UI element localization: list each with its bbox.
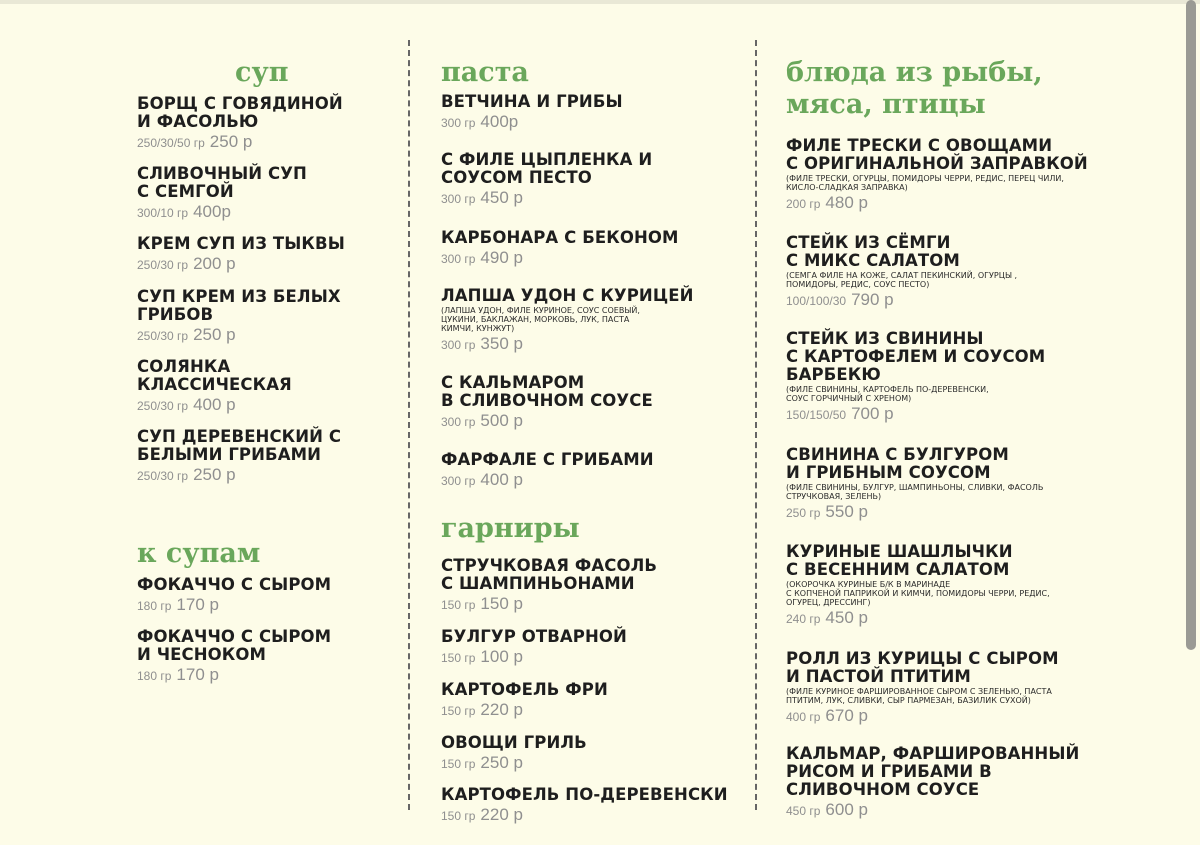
dish-name: СТРУЧКОВАЯ ФАСОЛЬ С ШАМПИНЬОНАМИ (441, 556, 658, 593)
dish-name: ФОКАЧЧО С СЫРОМ И ЧЕСНОКОМ (137, 627, 332, 664)
dish-portion: 300 гр (441, 252, 476, 266)
dish-price: 550 р (825, 502, 868, 521)
dish-price: 490 р (480, 248, 523, 267)
menu-item (786, 745, 1116, 820)
price-line (441, 700, 741, 720)
dish-portion: 250/30 гр (137, 399, 189, 413)
menu-item (786, 330, 1116, 424)
menu-item (137, 576, 387, 615)
dish-name: СУП ДЕРЕВЕНСКИЙ С БЕЛЫМИ ГРИБАМИ (137, 427, 342, 464)
dish-name: КАРБОНАРА С БЕКОНОМ (441, 228, 679, 247)
price-line (786, 193, 1116, 213)
dish-portion: 200 гр (786, 197, 821, 211)
dish-portion: 250/30/50 гр (137, 136, 205, 150)
price-line (786, 290, 1116, 310)
dish-description: (ЛАПША УДОН, ФИЛЕ КУРИНОЕ, СОУС СОЕВЫЙ, ЦУКИНИ, БАКЛАЖАН, МОРКОВЬ, ЛУК, ПАСТА КИМЧИ, КУНЖУТ) (441, 306, 640, 333)
dish-portion: 300 гр (441, 474, 476, 488)
section-title-main: блюда из рыбы, мяса, птицы (786, 57, 1043, 120)
scrollbar[interactable] (1186, 0, 1196, 650)
dish-price: 790 р (851, 290, 894, 309)
dish-price: 220 р (480, 805, 523, 824)
price-line (441, 805, 741, 825)
dish-price: 200 р (193, 254, 236, 273)
dish-name: ОВОЩИ ГРИЛЬ (441, 733, 587, 752)
menu-item (786, 137, 1116, 213)
dish-portion: 300 гр (441, 415, 476, 429)
menu-item (786, 234, 1116, 310)
menu-item (786, 446, 1116, 522)
dish-price: 250 р (480, 753, 523, 772)
dish-portion: 250/30 гр (137, 258, 189, 272)
menu-item (441, 786, 741, 825)
dish-price: 400р (480, 112, 519, 131)
menu-item (441, 287, 741, 354)
price-line (441, 112, 741, 132)
menu-item (441, 151, 741, 208)
dish-price: 450 р (825, 608, 868, 627)
dish-price: 150 р (480, 594, 523, 613)
dish-price: 670 р (825, 706, 868, 725)
dish-name: СЛИВОЧНЫЙ СУП С СЕМГОЙ (137, 164, 307, 201)
dish-price: 480 р (825, 193, 868, 212)
price-line (137, 395, 387, 415)
dish-portion: 150 гр (441, 651, 476, 665)
dish-portion: 300/10 гр (137, 206, 189, 220)
dish-description: (ФИЛЕ КУРИНОЕ ФАРШИРОВАННОЕ СЫРОМ С ЗЕЛЕНЬЮ, ПАСТА ПТИТИМ, ЛУК, СЛИВКИ, СЫР ПАРМЕЗАН, БАЗИЛИК СУХОЙ) (786, 687, 1052, 705)
dish-price: 400р (193, 202, 231, 221)
price-line (441, 411, 741, 431)
dish-name: БУЛГУР ОТВАРНОЙ (441, 627, 627, 646)
dish-price: 100 р (480, 647, 523, 666)
dish-description: (ФИЛЕ СВИНИНЫ, КАРТОФЕЛЬ ПО-ДЕРЕВЕНСКИ, СОУС ГОРЧИЧНЫЙ С ХРЕНОМ) (786, 385, 989, 403)
dish-name: ЛАПША УДОН С КУРИЦЕЙ (441, 286, 694, 305)
dish-price: 250 р (193, 325, 236, 344)
section-title-soup: суп (235, 57, 289, 88)
dish-price: 700 р (851, 404, 894, 423)
section-title-sides: гарниры (441, 513, 580, 544)
dish-price: 350 р (480, 334, 523, 353)
price-line (137, 132, 387, 152)
dish-portion: 180 гр (137, 669, 172, 683)
price-line (137, 665, 387, 685)
dish-portion: 250 гр (786, 506, 821, 520)
menu-item (441, 93, 741, 132)
page-top-edge (0, 0, 1200, 4)
dish-portion: 180 гр (137, 599, 172, 613)
dish-name: КУРИНЫЕ ШАШЛЫЧКИ С ВЕСЕННИМ САЛАТОМ (786, 542, 1013, 579)
dish-name: ВЕТЧИНА И ГРИБЫ (441, 92, 623, 111)
dish-price: 220 р (480, 700, 523, 719)
dish-price: 600 р (825, 800, 868, 819)
dish-portion: 300 гр (441, 338, 476, 352)
dish-name: ФАРФАЛЕ С ГРИБАМИ (441, 450, 654, 469)
menu-item (137, 628, 387, 685)
menu-item (137, 235, 387, 274)
dish-name: СВИНИНА С БУЛГУРОМ И ГРИБНЫМ СОУСОМ (786, 445, 1009, 482)
dish-name: СОЛЯНКА КЛАССИЧЕСКАЯ (137, 357, 292, 394)
dish-price: 250 р (209, 132, 253, 151)
menu-item (137, 165, 387, 222)
dish-name: СУП КРЕМ ИЗ БЕЛЫХ ГРИБОВ (137, 287, 341, 324)
dish-portion: 300 гр (441, 116, 476, 130)
price-line (441, 470, 741, 490)
dish-price: 170 р (176, 665, 219, 684)
dish-name: СТЕЙК ИЗ СЁМГИ С МИКС САЛАТОМ (786, 233, 960, 270)
column-divider (408, 40, 410, 810)
dish-name: КАЛЬМАР, ФАРШИРОВАННЫЙ РИСОМ И ГРИБАМИ В СЛИВОЧНОМ СОУСЕ (786, 744, 1080, 799)
section-title-soup-extras: к супам (137, 538, 261, 569)
menu-item (137, 288, 387, 345)
price-line (137, 254, 387, 274)
dish-description: (ОКОРОЧКА КУРИНЫЕ Б/К В МАРИНАДЕ С КОПЧЕНОЙ ПАПРИКОЙ И КИМЧИ, ПОМИДОРЫ ЧЕРРИ, РЕДИС, ОГУРЕЦ, ДРЕССИНГ) (786, 580, 1050, 607)
menu-item (786, 650, 1116, 726)
dish-portion: 150 гр (441, 598, 476, 612)
dish-portion: 150 гр (441, 809, 476, 823)
dish-name: ФОКАЧЧО С СЫРОМ (137, 575, 332, 594)
dish-portion: 240 гр (786, 612, 821, 626)
dish-price: 400 р (193, 395, 236, 414)
dish-portion: 150 гр (441, 704, 476, 718)
dish-price: 250 р (193, 465, 236, 484)
column-divider (755, 40, 757, 810)
dish-portion: 400 гр (786, 710, 821, 724)
dish-portion: 100/100/30 (786, 294, 847, 308)
dish-name: КРЕМ СУП ИЗ ТЫКВЫ (137, 234, 345, 253)
price-line (137, 465, 387, 485)
price-line (786, 404, 1116, 424)
menu-item (137, 428, 387, 485)
dish-name: С КАЛЬМАРОМ В СЛИВОЧНОМ СОУСЕ (441, 373, 653, 410)
price-line (137, 202, 387, 222)
dish-name: С ФИЛЕ ЦЫПЛЕНКА И СОУСОМ ПЕСТО (441, 150, 653, 187)
price-line (786, 502, 1116, 522)
menu-item (441, 681, 741, 720)
dish-name: ФИЛЕ ТРЕСКИ С ОВОЩАМИ С ОРИГИНАЛЬНОЙ ЗАПРАВКОЙ (786, 136, 1088, 173)
dish-name: КАРТОФЕЛЬ ПО-ДЕРЕВЕНСКИ (441, 785, 728, 804)
price-line (441, 248, 741, 268)
menu-item (441, 374, 741, 431)
price-line (786, 608, 1116, 628)
price-line (441, 647, 741, 667)
menu-item (441, 229, 741, 268)
dish-portion: 150/150/50 (786, 408, 847, 422)
price-line (137, 325, 387, 345)
menu-item (441, 734, 741, 773)
price-line (786, 800, 1116, 820)
dish-name: БОРЩ С ГОВЯДИНОЙ И ФАСОЛЬЮ (137, 94, 343, 131)
dish-portion: 250/30 гр (137, 329, 189, 343)
price-line (786, 706, 1116, 726)
dish-description: (СЕМГА ФИЛЕ НА КОЖЕ, САЛАТ ПЕКИНСКИЙ, ОГУРЦЫ , ПОМИДОРЫ, РЕДИС, СОУС ПЕСТО) (786, 271, 1018, 289)
dish-name: СТЕЙК ИЗ СВИНИНЫ С КАРТОФЕЛЕМ И СОУСОМ БАРБЕКЮ (786, 329, 1046, 384)
dish-price: 170 р (176, 595, 219, 614)
menu-item (786, 543, 1116, 628)
dish-portion: 300 гр (441, 192, 476, 206)
price-line (441, 188, 741, 208)
dish-portion: 450 гр (786, 804, 821, 818)
price-line (137, 595, 387, 615)
dish-portion: 150 гр (441, 757, 476, 771)
price-line (441, 594, 741, 614)
menu-item (441, 628, 741, 667)
dish-price: 400 р (480, 470, 523, 489)
dish-price: 500 р (480, 411, 523, 430)
menu-item (137, 358, 387, 415)
price-line (441, 334, 741, 354)
price-line (441, 753, 741, 773)
dish-description: (ФИЛЕ ТРЕСКИ, ОГУРЦЫ, ПОМИДОРЫ ЧЕРРИ, РЕДИС, ПЕРЕЦ ЧИЛИ, КИСЛО-СЛАДКАЯ ЗАПРАВКА) (786, 174, 1064, 192)
menu-item (441, 557, 741, 614)
menu-item (441, 451, 741, 490)
dish-name: КАРТОФЕЛЬ ФРИ (441, 680, 608, 699)
dish-portion: 250/30 гр (137, 469, 189, 483)
menu-item (137, 95, 387, 152)
dish-name: РОЛЛ ИЗ КУРИЦЫ С СЫРОМ И ПАСТОЙ ПТИТИМ (786, 649, 1059, 686)
dish-price: 450 р (480, 188, 523, 207)
section-title-pasta: паста (441, 57, 529, 88)
dish-description: (ФИЛЕ СВИНИНЫ, БУЛГУР, ШАМПИНЬОНЫ, СЛИВКИ, ФАСОЛЬ СТРУЧКОВАЯ, ЗЕЛЕНЬ) (786, 483, 1044, 501)
